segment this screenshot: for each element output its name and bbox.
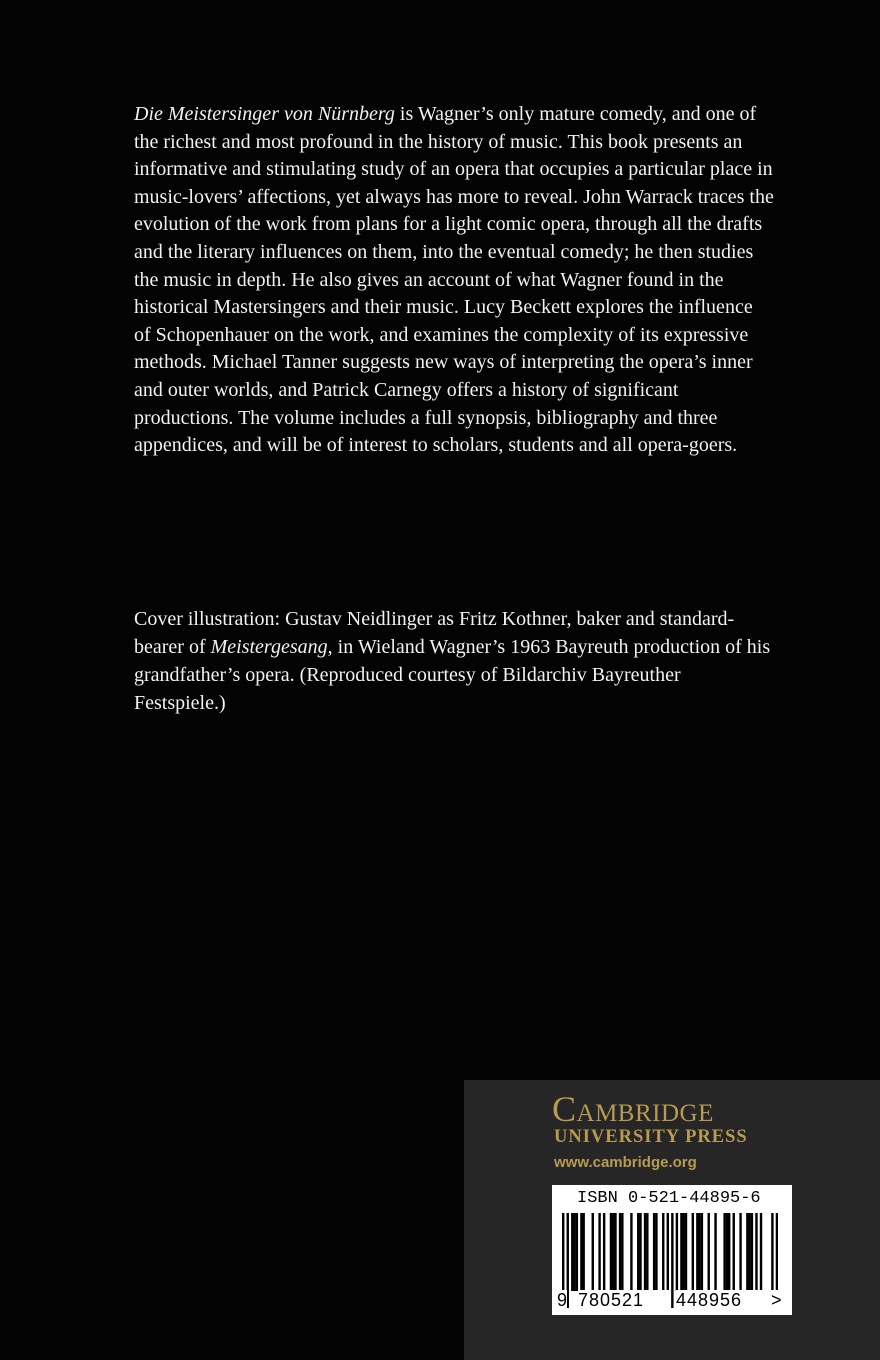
barcode-bar [733, 1213, 735, 1291]
cover-credit-italic: Meistergesang [210, 636, 328, 658]
barcode-bar [728, 1213, 730, 1291]
barcode-bar [653, 1213, 655, 1291]
blurb-text: is Wagner’s only mature comedy, and one of the richest and most profound in the history of music. This book presents an informative and stimulating study of an opera that occupies a particular place in music-lovers’ affections, yet always has more to reveal. John Warrack traces the evolution of the work from plans for a light comic opera, through all the drafts and the literary influences on them, into the eventual comedy; he then studies the music in depth. He also gives an account of what Wagner found in the historical Mastersingers and their music. Lucy Beckett explores the influence of Schopenhauer on the work, and examines the complexity of its expressive methods. Michael Tanner suggests new ways of interpreting the opera’s inner and outer worlds, and Patrick Carnegy offers a history of significant productions. The volume includes a full synopsis, bibliography and three appendices, and will be of interest to scholars, students and all opera-goers. [134, 103, 774, 457]
barcode-bar [746, 1213, 748, 1291]
barcode-bar [671, 1213, 673, 1308]
barcode-bar [630, 1213, 632, 1291]
cover-credit [134, 605, 774, 717]
book-title: Die Meistersinger von Nürnberg [134, 103, 395, 125]
barcode-bar [726, 1213, 728, 1291]
barcode-bar [755, 1213, 757, 1291]
barcode-bar [576, 1213, 578, 1291]
barcode-bar [612, 1213, 614, 1291]
barcode-bar [701, 1213, 703, 1291]
barcode-bar [619, 1213, 621, 1291]
barcode-bar [598, 1213, 600, 1291]
barcode-bar [760, 1213, 762, 1291]
barcode-bar [680, 1213, 682, 1291]
cover-credit-part2: , in Wieland Wagner’s 1963 Bayreuth production of his grandfather’s opera. (Reproduced courtesy of Bildarchiv Bayreuther Festspiele.) [134, 636, 771, 714]
barcode-first-digit: 9 [557, 1290, 568, 1310]
barcode-bar [739, 1213, 741, 1291]
barcode-left-digits: 780521 [578, 1290, 670, 1311]
barcode-bar [573, 1213, 575, 1291]
publisher-url: www.cambridge.org [554, 1154, 697, 1171]
barcode-bar [571, 1213, 573, 1291]
cover-credit-part1: Cover illustration: Gustav Neidlinger as Fritz Kothner, baker and standard-bearer of [134, 608, 735, 658]
barcode-bar [708, 1213, 710, 1291]
barcode-bar [714, 1213, 716, 1291]
barcode-bar [696, 1213, 698, 1291]
barcode-bar [639, 1213, 641, 1291]
barcode-bar [748, 1213, 750, 1291]
barcode-bar [676, 1213, 678, 1291]
barcode-arrow: > [771, 1290, 782, 1310]
isbn-label: ISBN 0-521-44895-6 [577, 1189, 761, 1208]
barcode-bar [603, 1213, 605, 1291]
barcode-bar [592, 1213, 594, 1291]
barcode-bar [637, 1213, 639, 1291]
publisher-name: Cambridge [552, 1089, 714, 1129]
barcode-bar [646, 1213, 648, 1291]
barcode-bar [662, 1213, 664, 1291]
blurb-paragraph [134, 101, 774, 460]
barcode-bar [751, 1213, 753, 1291]
barcode-bar [685, 1213, 687, 1291]
barcode-bar [614, 1213, 616, 1291]
barcode-bar [644, 1213, 646, 1291]
barcode-bar [655, 1213, 657, 1291]
barcode-bar [621, 1213, 623, 1291]
barcode-bar [683, 1213, 685, 1291]
publisher-subtitle: UNIVERSITY PRESS [554, 1127, 748, 1147]
barcode-bar [698, 1213, 700, 1291]
barcode-bar [723, 1213, 725, 1291]
barcode-bar [580, 1213, 582, 1291]
barcode-right-digits: 448956 [676, 1290, 768, 1311]
barcode-bar [582, 1213, 584, 1291]
barcode-bar [610, 1213, 612, 1291]
barcode-bar [692, 1213, 694, 1291]
